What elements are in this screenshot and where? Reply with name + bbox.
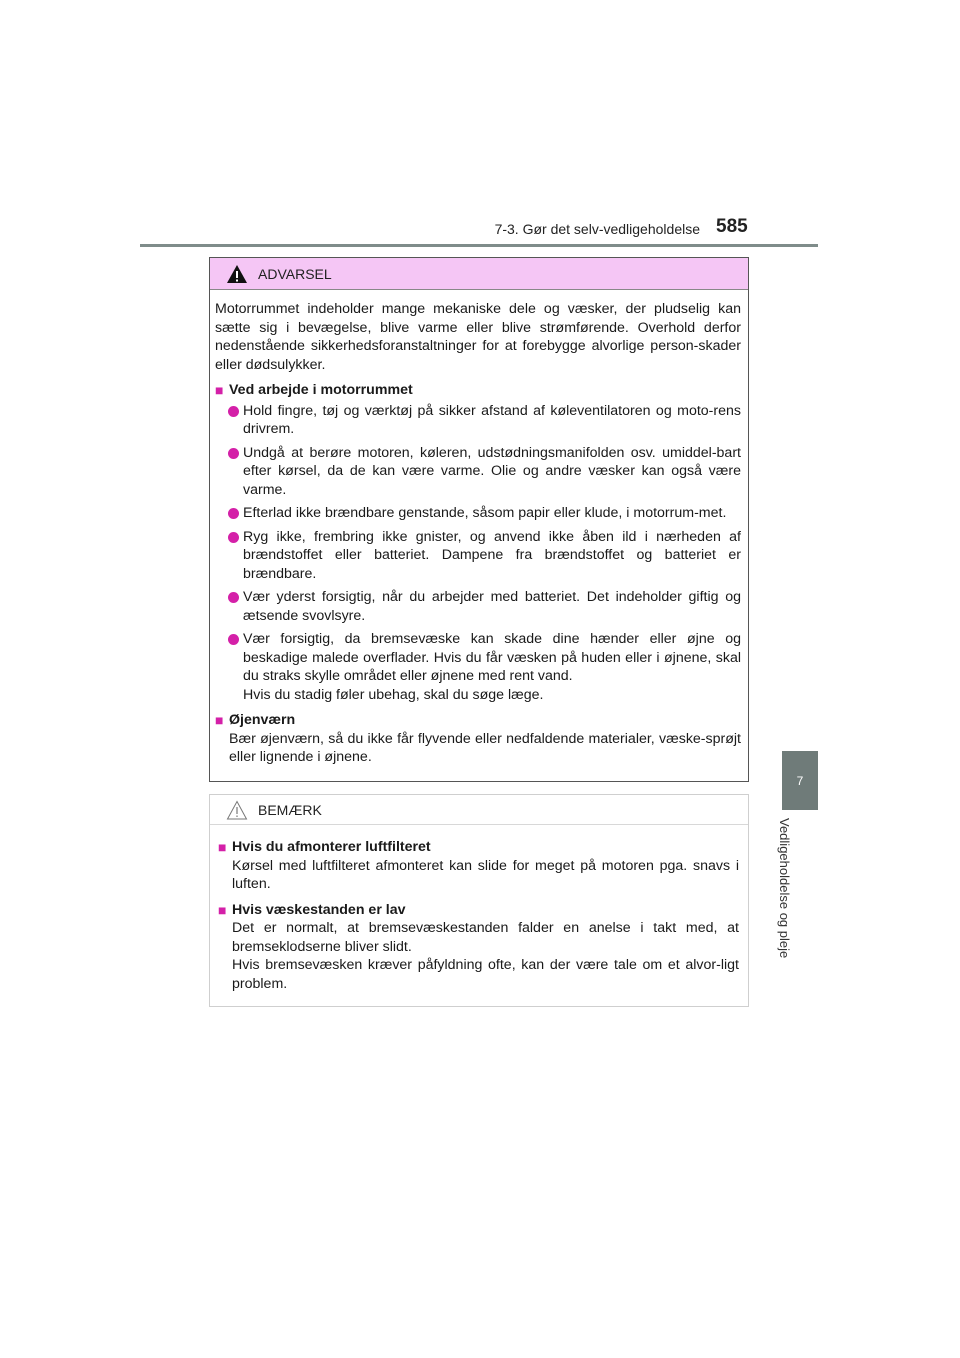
section-text: Det er normalt, at bremsevæskestanden falder en anelse i takt med, at bremseklodserne bliver slidt. Hvis bremsevæsken kræver påfyldning ofte, kan der være tale om et alvor-ligt problem. bbox=[232, 920, 739, 992]
notice-body bbox=[210, 825, 748, 993]
list-item: Vær yderst forsigtig, når du arbejder med batteriet. Det indeholder giftig og ætsende svovlsyre. bbox=[215, 588, 741, 625]
section-heading: Hvis væskestanden er lav bbox=[232, 901, 406, 918]
section-heading: Øjenværn bbox=[229, 712, 296, 728]
square-bullet-icon: ■ bbox=[215, 712, 224, 728]
round-bullet-icon bbox=[228, 634, 239, 645]
round-bullet-icon bbox=[228, 508, 239, 519]
list-item: Undgå at berøre motoren, køleren, udstødningsmanifolden osv. umiddel-bart efter kørsel, da de kan være varme. Olie og andre væsker kan også være varme. bbox=[215, 444, 741, 500]
list-item: Hold fingre, tøj og værktøj på sikker afstand af køleventilatoren og moto-rens drivrem. bbox=[215, 402, 741, 439]
warning-body bbox=[210, 290, 748, 767]
notice-box bbox=[209, 794, 749, 1007]
header-rule bbox=[140, 244, 818, 247]
round-bullet-icon bbox=[228, 406, 239, 417]
notice-label: BEMÆRK bbox=[258, 801, 322, 818]
warning-triangle-icon bbox=[226, 264, 248, 284]
list-item: Vær forsigtig, da bremsevæske kan skade dine hænder eller øjne og beskadige malede overflader. Hvis du får væsken på huden eller i øjnene, skal du straks skylle området eller øjnene med rent vand. Hvis du stadig føler ubehag, skal du søge læge. bbox=[215, 630, 741, 704]
bullet-extra-line: Hvis du stadig føler ubehag, skal du søge læge. bbox=[243, 686, 544, 703]
list-item: Ryg ikke, frembring ikke gnister, og anvend ikke åben ild i nærheden af brændstoffet eller batteriet. Dampene fra brændstoffet og batteriet er brændbare. bbox=[215, 528, 741, 584]
warning-section-engine-bay bbox=[215, 381, 741, 400]
round-bullet-icon bbox=[228, 532, 239, 543]
section-text: Bær øjenværn, så du ikke får flyvende eller nedfaldende materialer, væske-sprøjt eller lignende i øjnene. bbox=[229, 730, 741, 765]
square-bullet-icon: ■ bbox=[218, 901, 227, 918]
warning-section-eye-protection bbox=[215, 711, 741, 730]
square-bullet-icon: ■ bbox=[218, 839, 227, 855]
notice-section-air-filter bbox=[218, 838, 739, 857]
chapter-side-label: Vedligeholdelse og pleje bbox=[777, 818, 792, 959]
chapter-number: 7 bbox=[796, 773, 804, 788]
page-number: 585 bbox=[716, 216, 748, 237]
warning-box bbox=[209, 257, 749, 782]
warning-header bbox=[210, 258, 748, 290]
notice-section-fluid-level bbox=[218, 901, 739, 920]
round-bullet-icon bbox=[228, 592, 239, 603]
warning-label: ADVARSEL bbox=[258, 265, 332, 282]
section-title: 7-3. Gør det selv-vedligeholdelse bbox=[494, 221, 700, 237]
section-heading: Ved arbejde i motorrummet bbox=[229, 382, 413, 398]
round-bullet-icon bbox=[228, 448, 239, 459]
section-heading: Hvis du afmonterer luftfilteret bbox=[232, 839, 431, 855]
notice-header bbox=[210, 795, 748, 825]
square-bullet-icon: ■ bbox=[215, 382, 224, 398]
list-item: Efterlad ikke brændbare genstande, såsom papir eller klude, i motorrum-met. bbox=[215, 504, 741, 523]
section-text: Kørsel med luftfilteret afmonteret kan slide for meget på motoren pga. snavs i luften. bbox=[232, 857, 739, 892]
warning-intro: Motorrummet indeholder mange mekaniske dele og væsker, der pludselig kan sætte sig i bevægelse, blive varme eller blive strømførende. Overhold derfor nedenstående sikkerhedsforanstaltninger for at forebygge alvorlige person-skader eller dødsulykker. bbox=[215, 301, 741, 373]
caution-triangle-outline-icon bbox=[226, 800, 248, 820]
chapter-tab bbox=[782, 751, 818, 810]
